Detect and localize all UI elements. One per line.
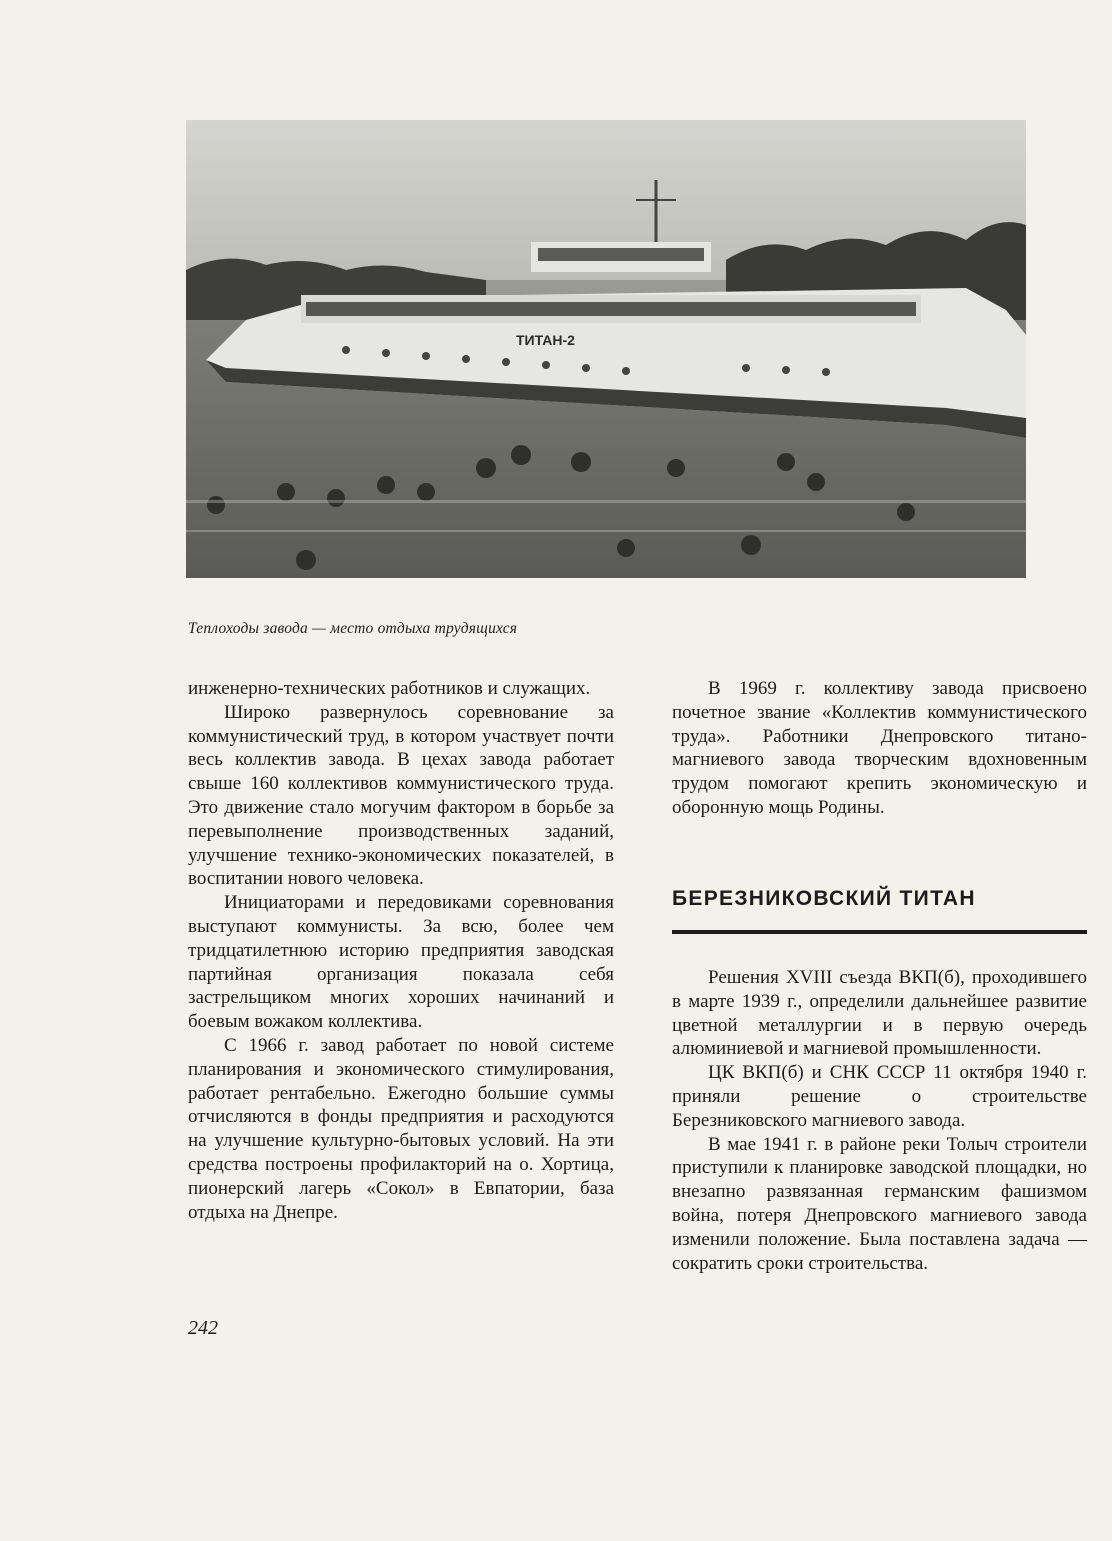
heading-rule (672, 930, 1087, 934)
paragraph: В мае 1941 г. в районе реки Толыч строители приступили к планировке заводской площадки, но внезапно развязанная германским фашизмом война, потеря Днепровского магниевого завода изменили положение. Была поставлена задача — сократить сроки строительства. (672, 1133, 1087, 1274)
right-column-top (672, 677, 1087, 820)
paragraph: Широко развернулось соревнование за коммунистический труд, в котором участвует почти весь коллектив завода. В цехах завода работает свыше 160 коллективов коммунистического труда. Это движение стало могучим фактором в борьбе за перевыполнение производственных заданий, улучшение технико-экономических показателей, в воспитании нового человека. (188, 701, 614, 890)
section-heading: БЕРЕЗНИКОВСКИЙ ТИТАН (672, 887, 976, 910)
paragraph: В 1969 г. коллективу завода присвоено почетное звание «Коллектив коммунистического труда». Работники Днепровского титано-магниевого завода творческим вдохновенным трудом помогают крепить экономическую и оборонную мощь Родины. (672, 678, 1087, 818)
paragraph: ЦК ВКП(б) и СНК СССР 11 октября 1940 г. приняли решение о строительстве Березниковского магниевого завода. (672, 1062, 1087, 1131)
paragraph: Решения XVIII съезда ВКП(б), проходившего в марте 1939 г., определили дальнейшее развитие цветной металлургии и в первую очередь алюминиевой и магниевой промышленности. (672, 967, 1087, 1060)
paragraph: Инициаторами и передовиками соревнования выступают коммунисты. За всю, более чем тридцатилетнюю историю предприятия заводская партийная организация показала себя застрельщиком многих хороших начинаний и боевым вожаком коллектива. (188, 892, 614, 1033)
left-column (188, 677, 614, 1224)
paragraph: С 1966 г. завод работает по новой системе планирования и экономического стимулирования, работает рентабельно. Ежегодно большие суммы отчисляются в фонды предприятия и расходуются на улучшение культурно-бытовых условий. На эти средства построены профилакторий на о. Хортица, пионерский лагерь «Сокол» в Евпатории, база отдыха на Днепре. (188, 1034, 614, 1223)
ship-photo-illustration (186, 120, 1026, 578)
right-column-section (672, 966, 1087, 1275)
paragraph: инженерно-технических работников и служащих. (188, 678, 591, 699)
page-number: 242 (188, 1317, 218, 1339)
ship-name-text: ТИТАН-2 (516, 332, 575, 348)
photo-caption: Теплоходы завода — место отдыха трудящихся (188, 620, 518, 637)
ship-photo (186, 120, 1026, 578)
